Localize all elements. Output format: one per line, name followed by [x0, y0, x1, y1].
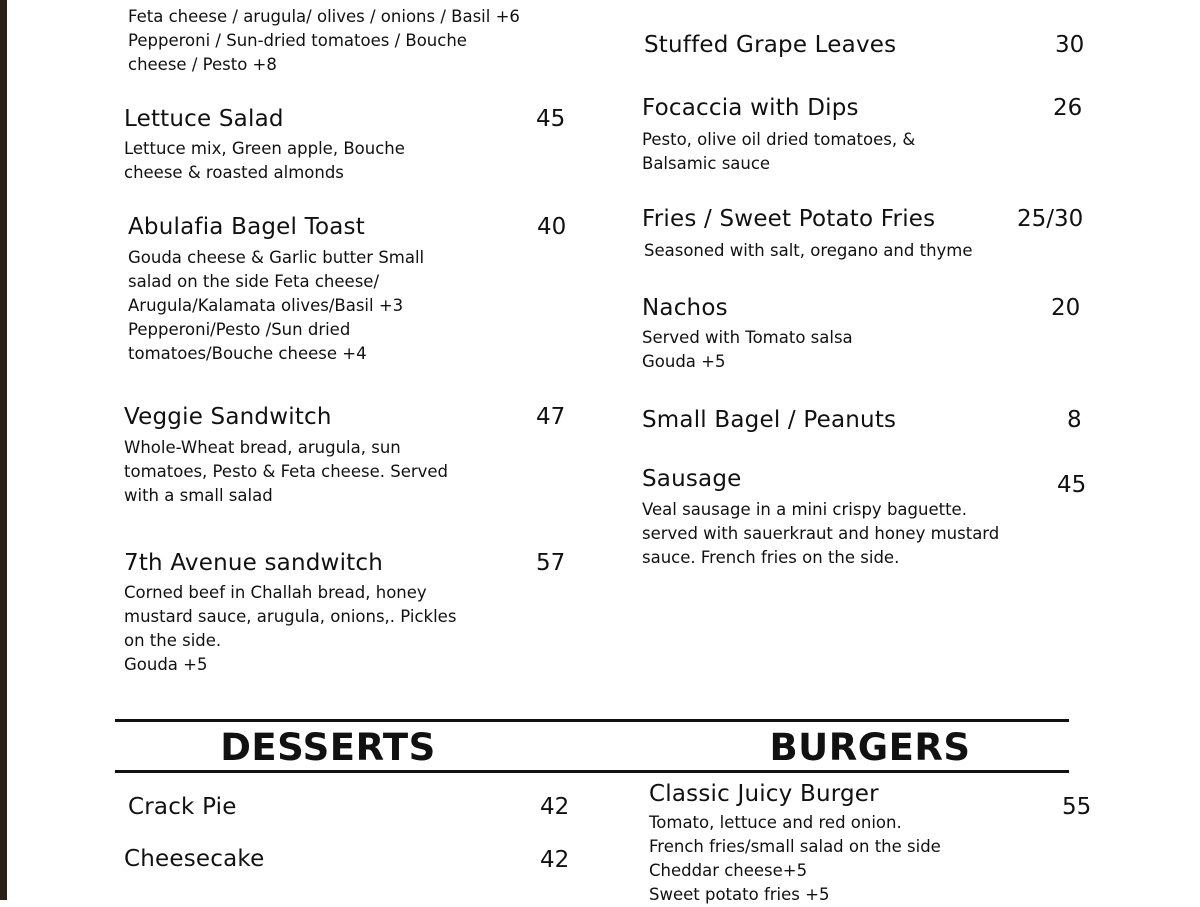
desc-line: Gouda cheese & Garlic butter Small — [128, 248, 425, 267]
item-price: 20 — [1051, 295, 1081, 321]
item-price: 55 — [1062, 794, 1092, 820]
desc-line: Corned beef in Challah bread, honey — [124, 583, 427, 602]
item-price: 47 — [536, 404, 566, 430]
item-price: 42 — [540, 794, 570, 820]
extras-line: Pepperoni / Sun-dried tomatoes / Bouche — [128, 31, 467, 50]
item-name: Fries / Sweet Potato Fries — [642, 206, 936, 232]
desc-line: with a small salad — [124, 486, 273, 505]
item-price: 42 — [540, 847, 570, 873]
desc-line: Sweet potato fries +5 — [649, 885, 830, 904]
item-name: Abulafia Bagel Toast — [128, 214, 365, 240]
desc-line: Lettuce mix, Green apple, Bouche — [124, 139, 405, 158]
item-description — [649, 811, 941, 907]
item-price: 30 — [1055, 32, 1085, 58]
item-description — [642, 498, 999, 570]
item-name: 7th Avenue sandwitch — [124, 550, 383, 576]
menu-extras-text — [128, 5, 520, 77]
item-price: 45 — [1057, 472, 1087, 498]
item-price: 57 — [536, 550, 566, 576]
desc-line: Whole-Wheat bread, arugula, sun — [124, 438, 401, 457]
item-description — [642, 128, 915, 176]
desc-line: Cheddar cheese+5 — [649, 861, 808, 880]
item-price: 25/30 — [1017, 206, 1084, 232]
desc-line: salad on the side Feta cheese/ — [128, 272, 379, 291]
item-name: Nachos — [642, 295, 728, 321]
desc-line: Pesto, olive oil dried tomatoes, & — [642, 130, 916, 149]
item-price: 40 — [537, 214, 567, 240]
section-divider-bottom — [115, 770, 1069, 773]
desc-line: tomatoes/Bouche cheese +4 — [128, 344, 367, 363]
item-name: Veggie Sandwitch — [124, 404, 332, 430]
item-name: Crack Pie — [128, 794, 237, 820]
item-description — [124, 137, 405, 185]
item-name: Classic Juicy Burger — [649, 781, 879, 807]
item-description — [124, 581, 456, 677]
desc-line: on the side. — [124, 631, 222, 650]
item-description — [124, 436, 448, 508]
desc-line: Arugula/Kalamata olives/Basil +3 — [128, 296, 404, 315]
desc-line: Gouda +5 — [124, 655, 208, 674]
item-price: 45 — [536, 106, 566, 132]
item-name: Small Bagel / Peanuts — [642, 407, 897, 433]
desc-line: Veal sausage in a mini crispy baguette. — [642, 500, 967, 519]
item-name: Lettuce Salad — [124, 106, 284, 132]
item-price: 8 — [1067, 407, 1082, 433]
section-title-desserts: DESSERTS — [220, 726, 436, 769]
desc-line: Served with Tomato salsa — [642, 328, 853, 347]
item-description — [642, 326, 853, 374]
item-name: Cheesecake — [124, 846, 265, 872]
desc-line: sauce. French fries on the side. — [642, 548, 900, 567]
item-description — [644, 239, 973, 263]
item-price: 26 — [1053, 95, 1083, 121]
desc-line: cheese & roasted almonds — [124, 163, 344, 182]
section-divider-top — [115, 719, 1069, 722]
desc-line: Gouda +5 — [642, 352, 726, 371]
desc-line: Pepperoni/Pesto /Sun dried — [128, 320, 351, 339]
section-title-burgers: BURGERS — [769, 726, 971, 769]
item-name: Sausage — [642, 466, 742, 492]
desc-line: Tomato, lettuce and red onion. — [649, 813, 902, 832]
item-name: Stuffed Grape Leaves — [644, 32, 897, 58]
desc-line: served with sauerkraut and honey mustard — [642, 524, 1000, 543]
page-edge — [0, 0, 7, 900]
extras-line: cheese / Pesto +8 — [128, 55, 277, 74]
desc-line: French fries/small salad on the side — [649, 837, 941, 856]
extras-line: Feta cheese / arugula/ olives / onions / Basil +6 — [128, 7, 520, 26]
desc-line: Seasoned with salt, oregano and thyme — [644, 241, 973, 260]
desc-line: mustard sauce, arugula, onions,. Pickles — [124, 607, 457, 626]
desc-line: tomatoes, Pesto & Feta cheese. Served — [124, 462, 449, 481]
item-description — [128, 246, 424, 366]
item-name: Focaccia with Dips — [642, 95, 859, 121]
desc-line: Balsamic sauce — [642, 154, 771, 173]
